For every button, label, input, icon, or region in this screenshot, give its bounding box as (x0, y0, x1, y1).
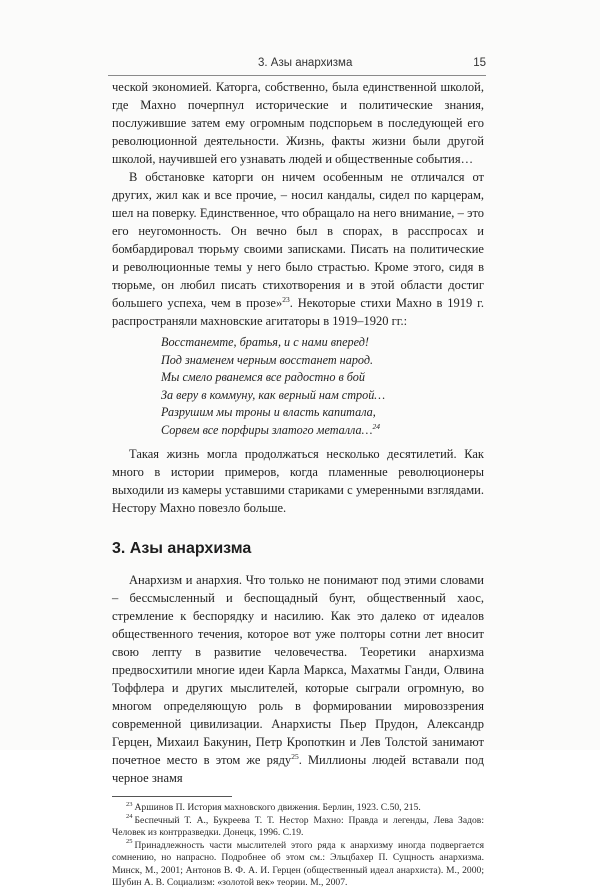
footnote-23 (112, 802, 484, 815)
paragraph-2-tail: . Некоторые стихи Махно в 1919 г. распространяли махновские агитаторы в 1919–1920 гг.: (112, 296, 484, 328)
poem-line: Восстанемте, братья, и с нами вперед! (161, 335, 369, 349)
page-content (112, 78, 484, 890)
footnote-number: 25 (126, 838, 133, 846)
footnote-text: Аршинов П. История махновского движения. Берлин, 1923. С.50, 215. (134, 802, 421, 813)
running-head-title: 3. Азы анархизма (258, 57, 353, 69)
poem-block (161, 334, 484, 439)
paragraph-1-text: ческой экономией. Каторга, собственно, была единственной школой, где Махно почерпнул исторические и политические знания, послужившие затем ему огромным подспорьем в последующей его революционной деятельности. Жизнь, факты жизни были другой школой, научившей его узнавать людей и общественные события… (112, 80, 484, 166)
poem-line: Под знаменем черным восстанет народ. (161, 352, 374, 367)
footnote-number: 23 (126, 800, 133, 808)
paragraph-3-text: Такая жизнь могла продолжаться несколько десятилетий. Как много в истории примеров, когда пламенные революционеры выходили из камеры уставшими стариками с умеренными взглядами. Нестору Махно повезло больше. (112, 447, 484, 515)
running-head (108, 57, 486, 73)
poem-line-last (161, 422, 484, 440)
paragraph-3 (112, 445, 484, 517)
footnote-24 (112, 815, 484, 840)
page-number: 15 (473, 57, 486, 69)
footnote-number: 24 (126, 813, 133, 821)
footnote-25 (112, 840, 484, 890)
footnote-ref-25: 25 (291, 751, 299, 761)
paragraph-4 (112, 571, 484, 787)
footnote-text: Беспечный Т. А., Букреева Т. Т. Нестор Махно: Правда и легенды, Лева Задов: Человек из контрразведки. Донецк, 1996. С.19. (112, 814, 484, 838)
poem-line: За веру в коммуну, как верный нам строй… (161, 387, 386, 402)
footnote-divider (112, 796, 232, 797)
poem-line: Мы смело рванемся все радостно в бой (161, 370, 365, 384)
footnotes (112, 802, 484, 890)
footnote-text: Принадлежность части мыслителей этого ряда к анархизму иногда подвергается сомнению, но напрасно. Подробнее об этом см.: Эльцбахер П. Сущность анархизма. Минск, М., 2001; Антонов В. Ф. А. И. Герцен (общественный идеал анархиста). М., 2000; Шубин А. В. Социализм: «золотой век» теории. М., 2007. (112, 839, 484, 888)
poem-line: Сорвем все порфиры златого металла… (161, 422, 373, 437)
paragraph-2 (112, 168, 484, 330)
section-heading: 3. Азы анархизма (112, 540, 252, 557)
footnote-ref-23: 23 (282, 294, 290, 304)
paragraph-1 (112, 78, 484, 168)
footnote-ref-24: 24 (372, 421, 380, 431)
poem-line: Разрушим мы троны и власть капитала, (161, 405, 376, 419)
paragraph-2-text: В обстановке каторги он ничем особенным не отличался от других, жил как и все прочие, – носил кандалы, сидел по карцерам, шел на поверку. Единственное, что обращало на него внимание, – это его неугомонность. Он вечно был в спорах, в расспросах и бомбардировал тюрьму своими записками. Писать на политические и революционные темы у него было страстью. Кроме этого, сидя в тюрьме, он любил писать стихотворения и в этой области достиг большего успеха, чем в прозе» (112, 170, 484, 310)
paragraph-4-tail: . Миллионы людей вставали под черное знамя (112, 753, 484, 785)
header-rule (108, 75, 486, 76)
paragraph-4-text: Анархизм и анархия. Что только не понимают под этими словами – бессмысленный и беспощадный бунт, общественный хаос, стремление к беспорядку и насилию. Как это далеко от идеалов общественного течения, которое вот уже полторы сотни лет вносит свою лепту в развитие человечества. Теоретики анархизма предвосхитили многие идеи Карла Маркса, Махатмы Ганди, Олвина Тоффлера и других мыслителей, которые сыграли огромную, во многом определяющую роль в формировании мировоззрения современной цивилизации. Анархисты Пьер Прудон, Александр Герцен, Михаил Бакунин, Петр Кропоткин и Лев Толстой занимают почетное место в этом же ряду (112, 573, 484, 767)
